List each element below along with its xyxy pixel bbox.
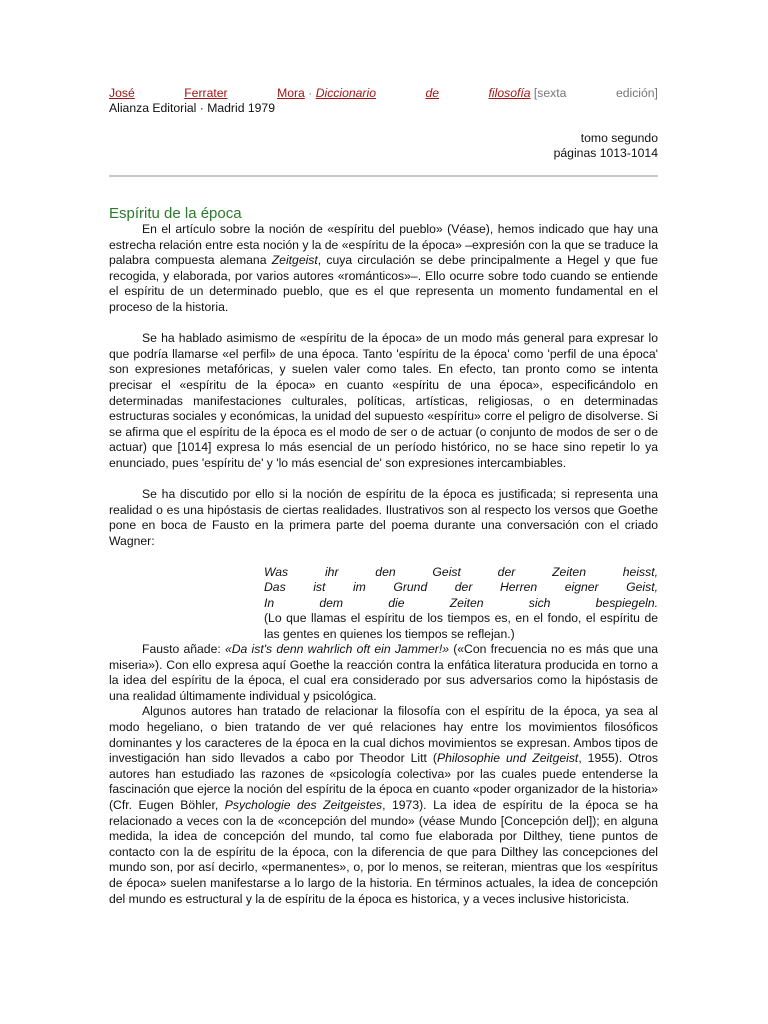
paragraph-4-italic: «Da ist's denn wahrlich oft ein Jammer!» bbox=[224, 642, 449, 657]
title-word-2-link[interactable]: de bbox=[425, 86, 440, 100]
citation-separator: · bbox=[308, 86, 313, 100]
horizontal-rule bbox=[109, 175, 658, 177]
edition-text-a: [sexta bbox=[533, 86, 567, 100]
paragraph-1-text-a: En el artículo sobre la noción de «espíritu del pueblo» (Véase), hemos indicado que hay una estrecha relación entre esta noción y la de «espíritu de la época» –expresión con la que se traduce la palabra compuesta alemana bbox=[109, 222, 658, 268]
article-heading: Espíritu de la época bbox=[109, 205, 242, 222]
verse-line-1: Was ihr den Geist der Zeiten heisst, bbox=[264, 565, 658, 580]
verse-line-3: In dem die Zeiten sich bespiegeln. bbox=[264, 595, 658, 610]
paragraph-4-text-a: Fausto añade: bbox=[142, 642, 225, 657]
publisher-line: Alianza Editorial · Madrid 1979 bbox=[109, 101, 275, 115]
edition-text-b: edición] bbox=[615, 86, 658, 100]
paragraph-5 bbox=[109, 704, 658, 907]
paragraph-5-italic-2: Psychologie des Zeitgeistes bbox=[224, 798, 383, 813]
tomo-label: tomo segundo bbox=[580, 131, 658, 145]
paragraph-1-italic: Zeitgeist bbox=[271, 253, 318, 268]
verse-block bbox=[264, 565, 658, 611]
author-mid-link[interactable]: Ferrater bbox=[184, 86, 228, 100]
paragraph-4 bbox=[109, 642, 658, 704]
paragraph-1-text-b: , cuya circulación se debe principalmente a Hegel y que fue recogida, y elaborada, por varios autores «románticos»–. Ello ocurre sobre todo cuando se entiende el espíritu de un determinado pueblo, que es el que representa un momento fundamental en el proceso de la historia. bbox=[109, 253, 658, 314]
title-word-3-link[interactable]: filosofía bbox=[488, 86, 531, 100]
document-page bbox=[109, 86, 658, 907]
pages-label: páginas 1013-1014 bbox=[553, 146, 658, 160]
author-last-link[interactable]: Mora bbox=[277, 86, 305, 100]
title-edition-group bbox=[489, 86, 567, 101]
verse-line-2: Das ist im Grund der Herren eigner Geist, bbox=[264, 580, 658, 595]
paragraph-3: Se ha discutido por ello si la noción de espíritu de la época es justificada; si representa una realidad o es una hipóstasis de ciertas realidades. Ilustrativos son al respecto los versos que Goethe pone en boca de Fausto en la primera parte del poema durante una conversación con el criado Wagner: bbox=[109, 487, 658, 548]
paragraph-5-text-b: , 1955). Otros autores han estudiado las razones de «psicología colectiva» por las cuales puede entenderse la fascinación que ejerce la noción del espíritu de la época en cuanto «poder organizador de la historia» (Cfr. Eugen Böhler, bbox=[109, 751, 658, 813]
paragraph-2: Se ha hablado asimismo de «espíritu de la época» de un modo más general para expresar lo que podría llamarse «el perfil» de una época. Tanto 'espíritu de la época' como 'perfil de una época' son expresiones metafóricas, y suelen valer como tales. En efecto, tan pronto como se intenta precisar el «espíritu de la época» en cuanto «espíritu de una época», especificándolo en determinadas manifestaciones culturales, políticas, artísticas, religiosas, o en determinadas estructuras sociales y económicas, la unidad del supuesto «espíritu» corre el peligro de disolverse. Si se afirma que el espíritu de la época es el modo de ser o de actuar (o conjunto de modos de ser o de actuar) que [1014] expresa lo más esencial de un período histórico, no se hace sino repetir lo ya enunciado, pues 'espíritu de' y 'lo más esencial de' son expresiones intercambiables. bbox=[109, 331, 658, 470]
paragraph-1 bbox=[109, 222, 658, 316]
author-last-group bbox=[277, 86, 376, 101]
volume-info bbox=[109, 131, 658, 161]
citation-line bbox=[109, 86, 658, 101]
paragraph-5-italic-1: Philosophie und Zeitgeist bbox=[436, 751, 579, 766]
paragraph-5-text-a: Algunos autores han tratado de relacionar la filosofía con el espíritu de la época, ya sea al modo hegeliano, o bien tratando de ver qué relaciones hay entre los movimientos filosóficos dominantes y los caracteres de la época en la cual dichos movimientos se expresan. Ambos tipos de investigación han sido llevados a cabo por Theodor Litt ( bbox=[109, 704, 658, 766]
title-word-1-link[interactable]: Diccionario bbox=[315, 86, 376, 100]
paragraph-5-text-c: , 1973). La idea de espíritu de la época se ha relacionado a veces con la de «concepción del mundo» (véase Mundo [Concepción del]); en alguna medida, la idea de concepción del mundo, tal como fue elaborada por Dilthey, tiene puntos de contacto con la de espíritu de la época, con la diferencia de que para Dilthey las concepciones del mundo son, por así decirlo, «permanentes», o, por lo menos, se reiteran, mientras que los «espíritus de época» suelen manifestarse a lo largo de la historia. En términos actuales, la idea de concepción del mundo es estructural y la de espíritu de la época es historica, y a veces inclusive historicista. bbox=[109, 798, 658, 906]
paragraph-4-text-b: («Con frecuencia no es más que una miseria»). Con ello expresa aquí Goethe la reacción contra la enfática literatura producida en torno a la idea del espíritu de la época, el cual era considerado por sus adversarios como la hipóstasis de una realidad últimamente individual y psicológica. bbox=[109, 642, 659, 703]
verse-translation: (Lo que llamas el espíritu de los tiempos es, en el fondo, el espíritu de las gentes en quienes los tiempos se reflejan.) bbox=[264, 611, 658, 641]
author-first-link[interactable]: José bbox=[109, 86, 135, 100]
